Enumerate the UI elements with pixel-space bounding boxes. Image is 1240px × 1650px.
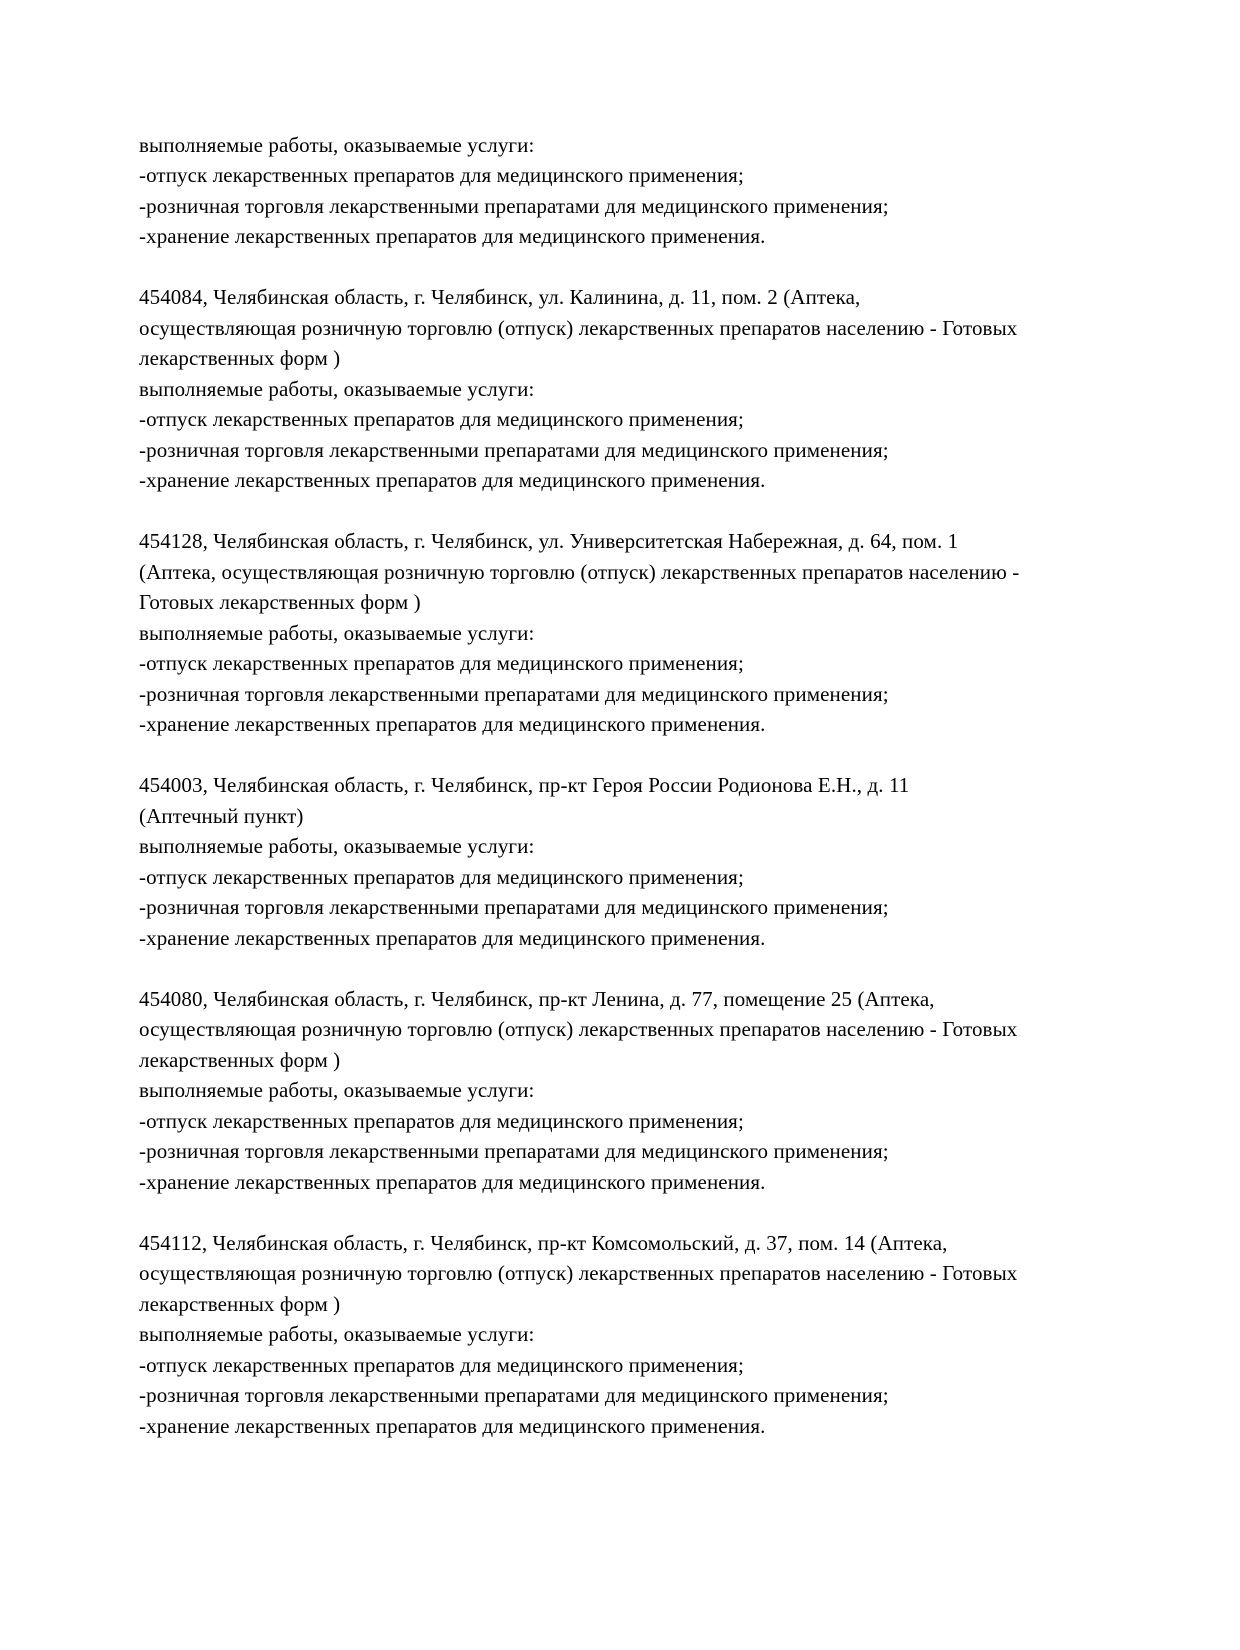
- service-item: -отпуск лекарственных препаратов для медицинского применения;: [139, 1352, 744, 1377]
- service-item: -розничная торговля лекарственными препаратами для медицинского применения;: [139, 895, 889, 919]
- service-item: -розничная торговля лекарственными препаратами для медицинского применения;: [139, 1383, 889, 1407]
- service-item: -хранение лекарственных препаратов для медицинского применения.: [139, 468, 766, 492]
- service-item: -хранение лекарственных препаратов для медицинского применения.: [139, 925, 766, 950]
- entry-address-line: осуществляющая розничную торговлю (отпуск) лекарственных препаратов населению - Готовых: [139, 315, 1018, 340]
- service-item: -розничная торговля лекарственными препаратами для медицинского применения;: [139, 681, 889, 706]
- services-heading: выполняемые работы, оказываемые услуги:: [139, 1322, 535, 1346]
- services-heading: выполняемые работы, оказываемые услуги:: [139, 132, 535, 157]
- entry-address-line: 454128, Челябинская область, г. Челябинск, ул. Университетская Набережная, д. 64, пом. 1: [139, 529, 959, 553]
- entry-address-line: лекарственных форм ): [139, 346, 341, 370]
- service-item: -розничная торговля лекарственными препаратами для медицинского применения;: [139, 437, 889, 462]
- service-item: -розничная торговля лекарственными препаратами для медицинского применения;: [139, 1139, 889, 1163]
- service-item: -отпуск лекарственных препаратов для медицинского применения;: [139, 407, 744, 431]
- entry-address-line: 454080, Челябинская область, г. Челябинск, пр-кт Ленина, д. 77, помещение 25 (Аптека,: [139, 986, 935, 1011]
- entry-address-line: 454003, Челябинская область, г. Челябинск, пр-кт Героя России Родионова Е.Н., д. 11: [139, 773, 910, 797]
- service-item: -хранение лекарственных препаратов для медицинского применения.: [139, 1413, 766, 1438]
- service-item: -хранение лекарственных препаратов для медицинского применения.: [139, 224, 766, 248]
- entry-address-line: лекарственных форм ): [139, 1291, 341, 1316]
- entry-address-line: Готовых лекарственных форм ): [139, 590, 421, 614]
- service-item: -хранение лекарственных препаратов для медицинского применения.: [139, 712, 766, 736]
- services-heading: выполняемые работы, оказываемые услуги:: [139, 834, 535, 858]
- services-heading: выполняемые работы, оказываемые услуги:: [139, 1078, 535, 1102]
- services-heading: выполняемые работы, оказываемые услуги:: [139, 376, 535, 401]
- service-item: -хранение лекарственных препаратов для медицинского применения.: [139, 1169, 766, 1194]
- entry-address-line: (Аптечный пункт): [139, 803, 304, 828]
- entry-address-line: (Аптека, осуществляющая розничную торговлю (отпуск) лекарственных препаратов населению -: [139, 559, 1020, 584]
- service-item: -отпуск лекарственных препаратов для медицинского применения;: [139, 1108, 744, 1133]
- services-heading: выполняемые работы, оказываемые услуги:: [139, 620, 535, 645]
- service-item: -отпуск лекарственных препаратов для медицинского применения;: [139, 163, 744, 187]
- entry-address-line: 454084, Челябинская область, г. Челябинск, ул. Калинина, д. 11, пом. 2 (Аптека,: [139, 285, 861, 309]
- service-item: -отпуск лекарственных препаратов для медицинского применения;: [139, 864, 744, 889]
- entry-address-line: 454112, Челябинская область, г. Челябинск, пр-кт Комсомольский, д. 37, пом. 14 (Аптека,: [139, 1230, 948, 1255]
- document-content: [139, 99, 1139, 1462]
- entry-address-line: лекарственных форм ): [139, 1047, 341, 1072]
- entry-address-line: осуществляющая розничную торговлю (отпуск) лекарственных препаратов населению - Готовых: [139, 1261, 1018, 1285]
- service-item: -розничная торговля лекарственными препаратами для медицинского применения;: [139, 193, 889, 218]
- entry-address-line: осуществляющая розничную торговлю (отпуск) лекарственных препаратов населению - Готовых: [139, 1017, 1018, 1041]
- service-item: -отпуск лекарственных препаратов для медицинского применения;: [139, 651, 744, 675]
